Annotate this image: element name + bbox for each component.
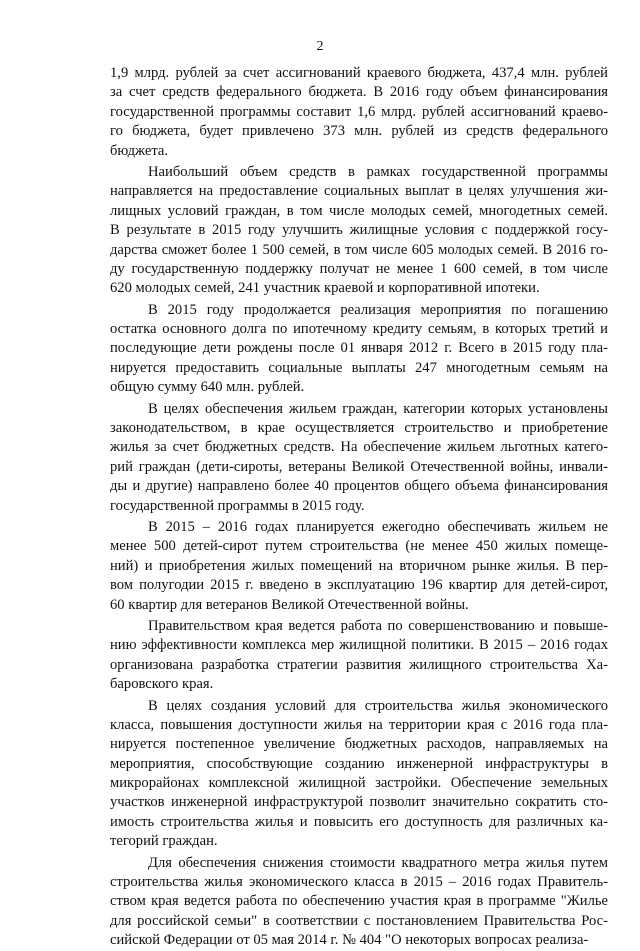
text-line: 620 молодых семей, 241 участник краевой и корпоративной ипотеки. [110,280,540,297]
text-line: ду государственную поддержку получат не менее 1 600 семей, в том числе [110,260,608,277]
text-line: организована разработка стратегии развития жилищного строительства Ха- [110,656,608,673]
text-line: В 2015 году продолжается реализация мероприятия по погашению [148,301,608,318]
text-line: нируется постепенное увеличение бюджетных расходов, направляемых на [110,736,608,753]
paragraph [110,854,608,951]
text-line: нию эффективности комплекса мер жилищной политики. В 2015 – 2016 годах [110,637,608,654]
text-line: жилья за счет бюджетных средств. На обеспечение жильем льготных катего- [110,439,608,456]
text-line: бюджета. [110,142,169,159]
text-line: последующие дети рождены после 01 января 2012 г. Всего в 2015 году пла- [110,340,608,357]
text-line: нируется предоставить социальные выплаты 247 многодетным семьям на [110,359,608,376]
paragraph [110,163,608,299]
page-number: 2 [316,39,324,54]
text-line: Правительством края ведется работа по совершенствованию и повыше- [148,617,608,634]
text-line: строительства жилья экономического класса в 2015 – 2016 годах Правитель- [110,874,608,891]
text-line: государственной программы составит 1,6 млрд. рублей ассигнований краево- [110,103,608,120]
document-body [110,64,608,951]
text-line: класса, повышения доступности жилья на территории края с 2016 года пла- [110,716,608,733]
text-line: тегорий граждан. [110,833,218,850]
text-line: участков инженерной инфраструктурой позволит значительно сократить сто- [110,794,608,811]
text-line: государственной программы в 2015 году. [110,497,365,514]
text-line: В результате в 2015 году улучшить жилищные условия с поддержкой госу- [110,222,608,239]
text-line: законодательством, в крае осуществляется строительство и приобретение [110,420,608,437]
text-line: общую сумму 640 млн. рублей. [110,379,305,396]
text-line: для российской семьи" в соответствии с постановлением Правительства Рос- [110,912,608,929]
text-line: 1,9 млрд. рублей за счет ассигнований краевого бюджета, 437,4 млн. рублей [110,65,608,81]
text-line: го бюджета, будет привлечено 373 млн. рублей из средств федерального [110,123,608,140]
text-line: дарства сможет более 1 500 семей, в том числе 605 молодых семей. В 2016 го- [110,241,608,258]
text-line: рий граждан (дети-сироты, ветераны Великой Отечественной войны, инвали- [110,458,608,475]
text-line: В 2015 – 2016 годах планируется ежегодно обеспечивать жильем не [148,518,608,535]
text-line: ний) и приобретения жилых помещений на вторичном рынке жилья. В пер- [110,557,608,574]
text-line: мероприятия, способствующие созданию инженерной инфраструктуры в [110,755,608,772]
text-line: направляется на предоставление социальных выплат в целях улучшения жи- [110,183,608,200]
paragraph [110,64,608,161]
text-line: микрорайонах комплексной жилищной застройки. Обеспечение земельных [110,775,608,792]
text-line: менее 500 детей-сирот путем строительства (не менее 450 жилых помеще- [110,538,608,555]
paragraph [110,617,608,695]
text-line: остатка основного долга по ипотечному кредиту семьям, в которых третий и [110,321,608,338]
paragraph [110,697,608,852]
text-line: В целях обеспечения жильем граждан, категории которых установлены [148,400,608,417]
text-line: Для обеспечения снижения стоимости квадратного метра жилья путем [148,854,608,871]
text-line: за счет средств федерального бюджета. В 2016 году объем финансирования [110,84,608,101]
text-line: вом полугодии 2015 г. введено в эксплуатацию 196 квартир для детей-сирот, [110,577,608,594]
text-line: сийской Федерации от 05 мая 2014 г. № 404 "О некоторых вопросах реализа- [110,932,589,949]
paragraph [110,400,608,516]
text-line: имость строительства жилья и повысить его доступность для различных ка- [110,813,608,830]
text-line: ством края ведется работа по обеспечению участия края в программе "Жилье [110,893,608,910]
text-line: 60 квартир для ветеранов Великой Отечественной войны. [110,596,469,613]
text-line: ды и другие) направлено более 40 процентов общего объема финансирования [110,478,608,495]
text-line: В целях создания условий для строительства жилья экономического [148,697,608,714]
text-line: Наибольший объем средств в рамках государственной программы [148,163,608,180]
paragraph [110,518,608,615]
text-line: лищных условий граждан, в том числе молодых семей, многодетных семей. [110,202,608,219]
text-line: баровского края. [110,676,214,693]
paragraph [110,301,608,398]
